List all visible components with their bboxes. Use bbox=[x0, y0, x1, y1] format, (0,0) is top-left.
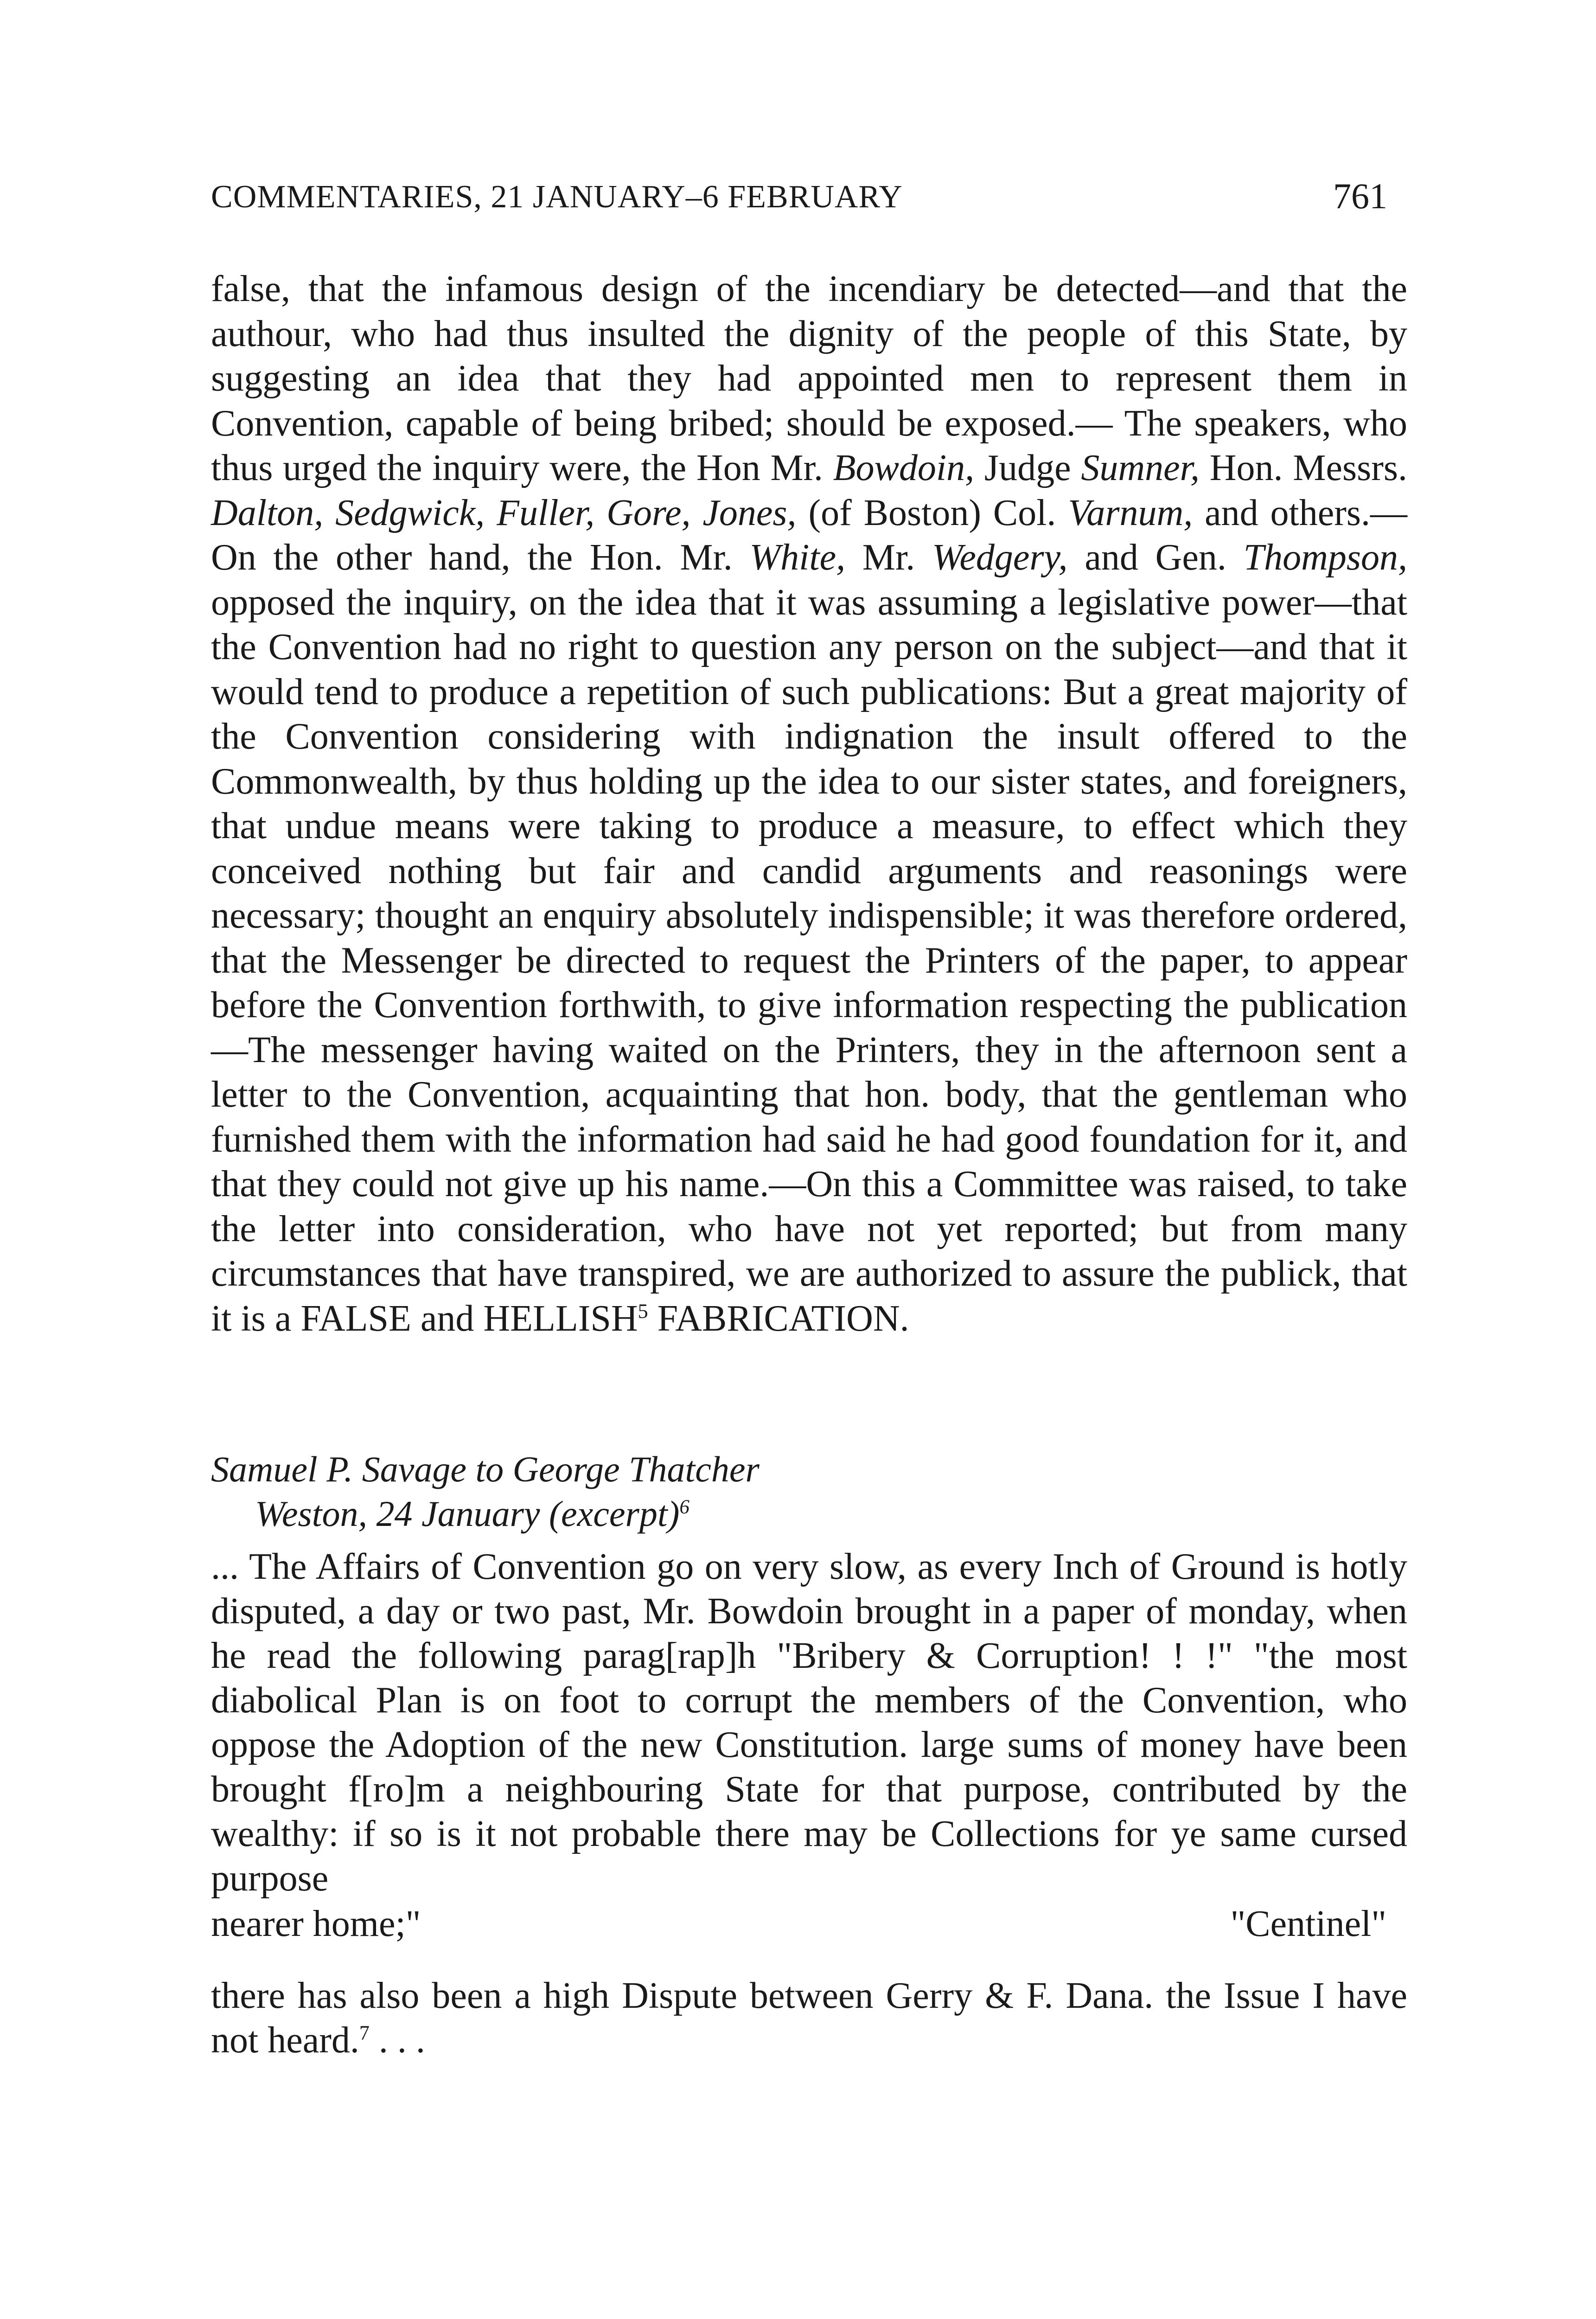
name-sumner: Sumner, bbox=[1081, 448, 1200, 488]
letter-last-line-text: nearer home;" bbox=[211, 1903, 421, 1944]
footnote-ref-5: 5 bbox=[638, 1299, 648, 1322]
text-run: Mr. bbox=[845, 537, 932, 578]
text-run: FABRICATION. bbox=[648, 1298, 909, 1339]
letter-heading-line1: Samuel P. Savage to George Thatcher bbox=[211, 1449, 760, 1489]
text-run: Hon. Messrs. bbox=[1199, 448, 1408, 488]
article-paragraph bbox=[211, 267, 1407, 1341]
text-run: opposed the inquiry, on the idea that it was assuming a legislative power—that the Convention had no right to question any person on the subject—and that it would tend to produce a repetition of such publications: But a great majority of the Convention considering with indignation the insult offered to the Commonwealth, by thus holding up the idea to our sister states, and foreigners, that undue means were taking to produce a measure, to effect which they conceived nothing but fair and candid arguments and reasonings were necessary; thought an enquiry absolutely indispensible; it was therefore ordered, that the Messenger be directed to request the Printers of the paper, to appear before the Convention forthwith, to give information respecting the publication—The messenger having waited on the Printers, they in the afternoon sent a letter to the Convention, acquainting that hon. body, that the gentleman who furnished them with the information had said he had good foundation for it, and that they could not give up his name.—On this a Committee was raised, to take the letter into consideration, who have not yet reported; but from many circumstances that have transpired, we are authorized to assure the publick, that it is a FALSE and HELLISH bbox=[211, 582, 1407, 1339]
name-varnum: Varnum, bbox=[1068, 492, 1193, 533]
letter-body: ... The Affairs of Convention go on very slow, as every Inch of Ground is hotly disputed, a day or two past, Mr. Bowdoin brought in a paper of monday, when he read the following parag[rap]h "Bribery & Corruption! ! !" "the most diabolical Plan is on foot to corrupt the members of the Convention, who oppose the Adoption of the new Constitution. large sums of money have been brought f[ro]m a neighbouring State for that purpose, contributed by the wealthy: if so is it not probable there may be Collections for ye same cursed purpose bbox=[211, 1546, 1407, 1899]
letter-closing bbox=[211, 1973, 1407, 2063]
footnote-ref-6: 6 bbox=[679, 1496, 689, 1518]
running-head: COMMENTARIES, 21 JANUARY–6 FEBRUARY bbox=[211, 179, 903, 215]
name-white: White, bbox=[749, 537, 846, 578]
name-list: Dalton, Sedgwick, Fuller, Gore, Jones, bbox=[211, 492, 797, 533]
text-run: there has also been a high Dispute between Gerry & F. Dana. the Issue I have not heard. bbox=[211, 1975, 1407, 2061]
page-number: 761 bbox=[1333, 176, 1387, 216]
letter-heading bbox=[211, 1447, 1407, 1536]
letter-last-line bbox=[211, 1902, 1386, 1946]
footnote-ref-7: 7 bbox=[359, 2021, 370, 2044]
text-run: Judge bbox=[974, 448, 1081, 488]
text-run: and Gen. bbox=[1067, 537, 1244, 578]
text-run: . . . bbox=[369, 2020, 425, 2061]
text-run: (of Boston) Col. bbox=[796, 492, 1068, 533]
letter-place-date: Weston, 24 January (excerpt) bbox=[255, 1493, 680, 1534]
letter-signature: "Centinel" bbox=[1230, 1903, 1386, 1944]
text-run: and others.—On the other hand, the Hon. Mr. bbox=[211, 492, 1408, 578]
text-run: false, that the infamous design of the incendiary be detected—and that the authour, who had thus insulted the dignity of the people of this State, by suggesting an idea that they had appointed men to represent them in Convention, capable of being bribed; should be exposed.— The speakers, who thus urged the inquiry were, the Hon Mr. bbox=[211, 269, 1407, 488]
name-bowdoin: Bowdoin, bbox=[833, 448, 975, 488]
name-thompson: Thompson, bbox=[1243, 537, 1408, 578]
letter-heading-line2 bbox=[211, 1492, 1407, 1536]
name-wedgery: Wedgery, bbox=[932, 537, 1068, 578]
